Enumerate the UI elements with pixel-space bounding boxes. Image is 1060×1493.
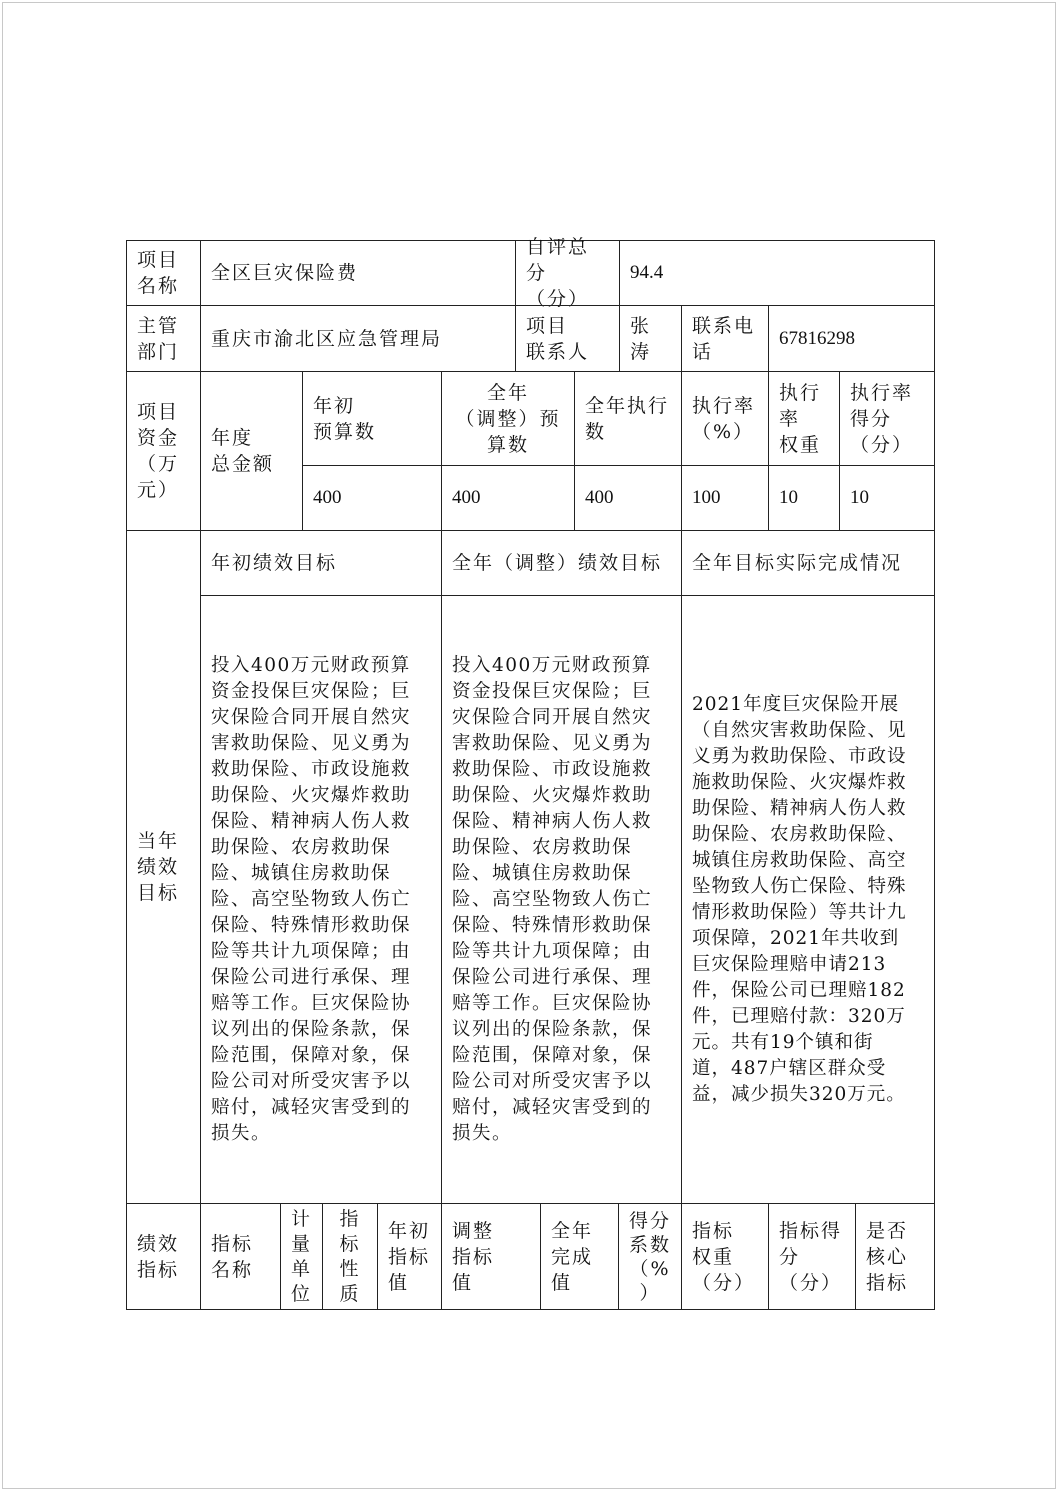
indicator-header-weight: 指标 权重 （分）	[681, 1203, 769, 1310]
indicator-header-score: 指标得 分 （分）	[768, 1203, 856, 1310]
phone-label: 联系电 话	[681, 305, 769, 372]
funds-value-rate: 100	[681, 465, 769, 531]
phone-value: 67816298	[768, 305, 935, 372]
funds-value-executed: 400	[574, 465, 682, 531]
funds-header-rate: 执行率 （%）	[681, 371, 769, 466]
funds-total-label: 年度 总金额	[200, 371, 303, 531]
goals-actual-text: 2021年度巨灾保险开展 （自然灾害救助保险、见 义勇为救助保险、市政设 施救助保险、火灾爆炸救 助保险、精神病人伤人救 助保险、农房救助保险、 城镇住房救助保险、高空 坠物致人伤亡保险、特殊 情形救助保险）等共计九 项保障，2021年共收到 巨灾保险理赔申请213 件，保险公司已理赔182 件，已理赔付款：320万 元。共有19个镇和街 道，487户辖区群众受 益，减少损失320万元。	[681, 595, 935, 1204]
goals-initial-text: 投入400万元财政预算 资金投保巨灾保险；巨 灾保险合同开展自然灾 害救助保险、见义勇为 救助保险、市政设施救 助保险、火灾爆炸救助 保险、精神病人伤人救 助保险、农房救助保 险、城镇住房救助保 险、高空坠物致人伤亡 保险、特殊情形救助保 险等共计九项保障；由 保险公司进行承保、理 赔等工作。巨灾保险协 议列出的保险条款，保 险范围，保障对象，保 险公司对所受灾害予以 赔付，减轻灾害受到的 损失。	[200, 595, 442, 1204]
funds-value-weight: 10	[768, 465, 840, 531]
funds-value-initial: 400	[302, 465, 442, 531]
indicator-header-completed: 全年 完成 值	[540, 1203, 619, 1310]
project-name-label: 项目 名称	[126, 240, 201, 306]
contact-label: 项目 联系人	[515, 305, 620, 372]
funds-header-score: 执行率 得分 （分）	[839, 371, 935, 466]
funds-label: 项目 资金 （万 元）	[126, 371, 201, 531]
funds-value-adjusted: 400	[441, 465, 575, 531]
funds-value-score: 10	[839, 465, 935, 531]
department-value: 重庆市渝北区应急管理局	[200, 305, 516, 372]
funds-header-weight: 执行 率 权重	[768, 371, 840, 466]
goals-header-adjusted: 全年（调整）绩效目标	[441, 530, 682, 596]
funds-header-adjusted: 全年 （调整）预 算数	[441, 371, 575, 466]
goals-adjusted-text: 投入400万元财政预算 资金投保巨灾保险；巨 灾保险合同开展自然灾 害救助保险、见义勇为 救助保险、市政设施救 助保险、火灾爆炸救助 保险、精神病人伤人救 助保险、农房救助保 险、城镇住房救助保 险、高空坠物致人伤亡 保险、特殊情形救助保 险等共计九项保障；由 保险公司进行承保、理 赔等工作。巨灾保险协 议列出的保险条款，保 险范围，保障对象，保 险公司对所受灾害予以 赔付，减轻灾害受到的 损失。	[441, 595, 682, 1204]
self-score-label: 自评总分 （分）	[515, 240, 620, 306]
indicator-header-coefficient: 得分 系数 （% ）	[618, 1203, 682, 1310]
indicator-header-name: 指标 名称	[200, 1203, 281, 1310]
goals-header-initial: 年初绩效目标	[200, 530, 442, 596]
indicator-header-core: 是否 核心 指标	[855, 1203, 935, 1310]
goals-header-actual: 全年目标实际完成情况	[681, 530, 935, 596]
funds-header-executed: 全年执行 数	[574, 371, 682, 466]
funds-header-initial: 年初 预算数	[302, 371, 442, 466]
self-score-value: 94.4	[619, 240, 935, 306]
indicator-header-nature: 指 标 性 质	[322, 1203, 378, 1310]
project-name-value: 全区巨灾保险费	[200, 240, 516, 306]
goals-label: 当年 绩效 目标	[126, 530, 201, 1204]
indicator-header-initial: 年初 指标 值	[377, 1203, 442, 1310]
indicators-label: 绩效 指标	[126, 1203, 201, 1310]
contact-value: 张涛	[619, 305, 682, 372]
department-label: 主管 部门	[126, 305, 201, 372]
indicator-header-unit: 计 量 单 位	[280, 1203, 323, 1310]
indicator-header-adjusted: 调整 指标 值	[441, 1203, 541, 1310]
